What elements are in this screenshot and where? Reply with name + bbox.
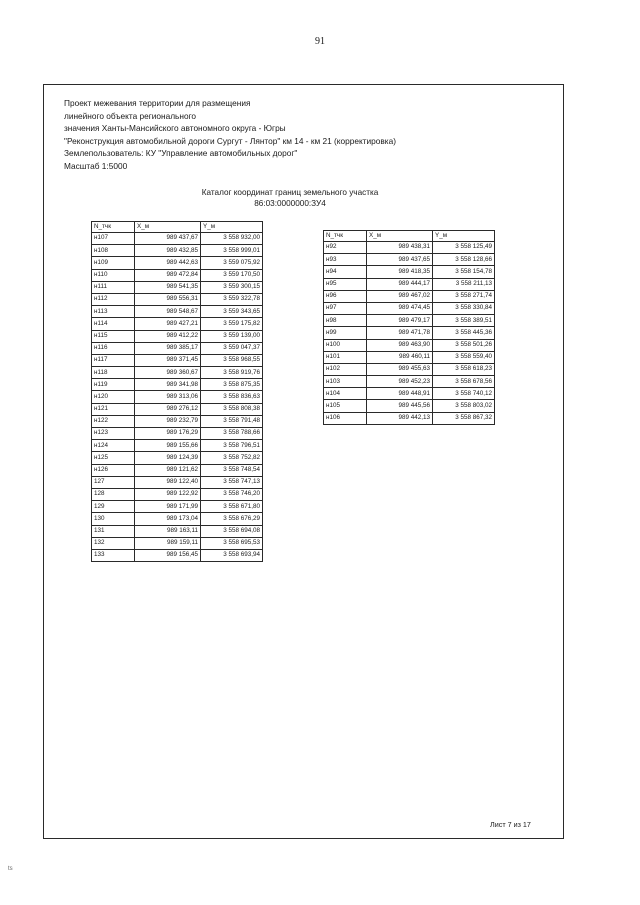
table-row (92, 233, 263, 245)
table-row (92, 257, 263, 269)
point-id-cell: н105 (324, 400, 367, 412)
x-coordinate-cell: 989 437,67 (135, 233, 201, 245)
catalog-title: Каталог координат границ земельного участка (201, 188, 379, 197)
point-id-cell: 132 (92, 537, 135, 549)
catalog-parcel-code: 86:03:0000000:ЗУ4 (254, 199, 326, 208)
point-id-cell: н110 (92, 269, 135, 281)
point-id-cell: н117 (92, 354, 135, 366)
table-row (92, 513, 263, 525)
y-coordinate-cell: 3 558 676,29 (201, 513, 263, 525)
y-coordinate-cell: 3 558 501,26 (433, 339, 495, 351)
x-coordinate-cell: 989 472,84 (135, 269, 201, 281)
table-row (324, 339, 495, 351)
point-id-cell: н125 (92, 452, 135, 464)
table-row (324, 315, 495, 327)
y-coordinate-cell: 3 558 671,80 (201, 501, 263, 513)
point-id-cell: н122 (92, 415, 135, 427)
y-coordinate-cell: 3 558 747,13 (201, 476, 263, 488)
point-id-cell: н115 (92, 330, 135, 342)
x-coordinate-cell: 989 442,13 (367, 412, 433, 424)
table-row (324, 363, 495, 375)
y-coordinate-cell: 3 558 748,54 (201, 464, 263, 476)
point-id-cell: н121 (92, 403, 135, 415)
y-coordinate-cell: 3 558 559,40 (433, 351, 495, 363)
document-header (64, 97, 544, 173)
table-row (92, 293, 263, 305)
table-header-row (324, 231, 495, 242)
y-coordinate-cell: 3 558 330,84 (433, 302, 495, 314)
y-coordinate-cell: 3 558 836,63 (201, 391, 263, 403)
y-coordinate-cell: 3 558 796,51 (201, 440, 263, 452)
table-row (324, 278, 495, 290)
x-coordinate-cell: 989 471,78 (367, 327, 433, 339)
y-coordinate-cell: 3 558 932,00 (201, 233, 263, 245)
x-coordinate-cell: 989 474,45 (367, 302, 433, 314)
y-coordinate-cell: 3 559 343,65 (201, 306, 263, 318)
table-row (324, 242, 495, 254)
y-coordinate-cell: 3 559 175,82 (201, 318, 263, 330)
header-line-region: значения Ханты-Мансийского автономного округа - Югры (64, 123, 286, 134)
point-id-cell: н124 (92, 440, 135, 452)
point-id-cell: н106 (324, 412, 367, 424)
x-coordinate-cell: 989 455,63 (367, 363, 433, 375)
x-coordinate-cell: 989 163,11 (135, 525, 201, 537)
coordinates-table-left (91, 221, 263, 562)
point-id-cell: 133 (92, 549, 135, 561)
y-coordinate-cell: 3 559 139,00 (201, 330, 263, 342)
table-row (92, 245, 263, 257)
table-row (92, 391, 263, 403)
table-row (92, 367, 263, 379)
x-coordinate-cell: 989 121,62 (135, 464, 201, 476)
column-header-x: X_м (135, 222, 201, 233)
point-id-cell: н114 (92, 318, 135, 330)
y-coordinate-cell: 3 558 211,13 (433, 278, 495, 290)
table-row (324, 266, 495, 278)
y-coordinate-cell: 3 558 678,56 (433, 376, 495, 388)
x-coordinate-cell: 989 155,66 (135, 440, 201, 452)
table-row (92, 379, 263, 391)
x-coordinate-cell: 989 173,04 (135, 513, 201, 525)
column-header-point: N_тчк (324, 231, 367, 242)
y-coordinate-cell: 3 558 125,49 (433, 242, 495, 254)
x-coordinate-cell: 989 313,06 (135, 391, 201, 403)
x-coordinate-cell: 989 232,79 (135, 415, 201, 427)
y-coordinate-cell: 3 558 788,66 (201, 428, 263, 440)
point-id-cell: н112 (92, 293, 135, 305)
point-id-cell: н118 (92, 367, 135, 379)
point-id-cell: н111 (92, 281, 135, 293)
table-row (92, 440, 263, 452)
point-id-cell: н116 (92, 342, 135, 354)
table-row (92, 488, 263, 500)
y-coordinate-cell: 3 558 694,08 (201, 525, 263, 537)
table-row (92, 428, 263, 440)
table-row (92, 464, 263, 476)
point-id-cell: н94 (324, 266, 367, 278)
point-id-cell: н102 (324, 363, 367, 375)
y-coordinate-cell: 3 558 740,12 (433, 388, 495, 400)
y-coordinate-cell: 3 558 128,66 (433, 254, 495, 266)
x-coordinate-cell: 989 432,85 (135, 245, 201, 257)
point-id-cell: н98 (324, 315, 367, 327)
x-coordinate-cell: 989 385,17 (135, 342, 201, 354)
point-id-cell: 129 (92, 501, 135, 513)
x-coordinate-cell: 989 418,35 (367, 266, 433, 278)
coordinates-table-right (323, 230, 495, 425)
x-coordinate-cell: 989 448,91 (367, 388, 433, 400)
x-coordinate-cell: 989 122,40 (135, 476, 201, 488)
x-coordinate-cell: 989 548,67 (135, 306, 201, 318)
column-header-y: Y_м (201, 222, 263, 233)
x-coordinate-cell: 989 445,56 (367, 400, 433, 412)
header-line-object: линейного объекта регионального (64, 110, 197, 121)
y-coordinate-cell: 3 558 695,53 (201, 537, 263, 549)
table-row (92, 403, 263, 415)
x-coordinate-cell: 989 371,45 (135, 354, 201, 366)
x-coordinate-cell: 989 276,12 (135, 403, 201, 415)
x-coordinate-cell: 989 122,92 (135, 488, 201, 500)
point-id-cell: н123 (92, 428, 135, 440)
point-id-cell: н126 (92, 464, 135, 476)
header-line-road: "Реконструкция автомобильной дороги Сургут - Лянтор" км 14 - км 21 (корректировка) (64, 135, 396, 146)
table-row (92, 318, 263, 330)
point-id-cell: н96 (324, 290, 367, 302)
table-row (324, 376, 495, 388)
point-id-cell: н95 (324, 278, 367, 290)
table-row (324, 327, 495, 339)
point-id-cell: 130 (92, 513, 135, 525)
y-coordinate-cell: 3 558 271,74 (433, 290, 495, 302)
column-header-x: X_м (367, 231, 433, 242)
catalog-heading (140, 187, 440, 209)
point-id-cell: н120 (92, 391, 135, 403)
table-row (324, 400, 495, 412)
table-row (92, 525, 263, 537)
y-coordinate-cell: 3 559 170,50 (201, 269, 263, 281)
point-id-cell: н97 (324, 302, 367, 314)
y-coordinate-cell: 3 558 803,02 (433, 400, 495, 412)
header-line-land-user: Землепользователь: КУ "Управление автомобильных дорог" (64, 148, 298, 159)
table-row (92, 501, 263, 513)
y-coordinate-cell: 3 558 875,35 (201, 379, 263, 391)
x-coordinate-cell: 989 159,11 (135, 537, 201, 549)
y-coordinate-cell: 3 558 693,94 (201, 549, 263, 561)
point-id-cell: н100 (324, 339, 367, 351)
x-coordinate-cell: 989 412,22 (135, 330, 201, 342)
table-row (324, 388, 495, 400)
y-coordinate-cell: 3 558 445,36 (433, 327, 495, 339)
x-coordinate-cell: 989 427,21 (135, 318, 201, 330)
point-id-cell: н92 (324, 242, 367, 254)
column-header-y: Y_м (433, 231, 495, 242)
header-line-project: Проект межевания территории для размещения (64, 98, 251, 108)
page-number: 91 (315, 36, 325, 47)
x-coordinate-cell: 989 176,29 (135, 428, 201, 440)
point-id-cell: н93 (324, 254, 367, 266)
x-coordinate-cell: 989 556,31 (135, 293, 201, 305)
point-id-cell: н103 (324, 376, 367, 388)
table-row (92, 269, 263, 281)
x-coordinate-cell: 989 171,99 (135, 501, 201, 513)
table-row (92, 306, 263, 318)
y-coordinate-cell: 3 559 047,37 (201, 342, 263, 354)
x-coordinate-cell: 989 124,39 (135, 452, 201, 464)
point-id-cell: н109 (92, 257, 135, 269)
table-row (324, 254, 495, 266)
y-coordinate-cell: 3 558 968,55 (201, 354, 263, 366)
y-coordinate-cell: 3 559 075,92 (201, 257, 263, 269)
table-row (92, 415, 263, 427)
point-id-cell: н101 (324, 351, 367, 363)
table-row (324, 351, 495, 363)
y-coordinate-cell: 3 559 322,78 (201, 293, 263, 305)
header-line-scale: Масштаб 1:5000 (64, 160, 128, 171)
point-id-cell: 131 (92, 525, 135, 537)
table-row (92, 537, 263, 549)
y-coordinate-cell: 3 559 300,15 (201, 281, 263, 293)
column-header-point: N_тчк (92, 222, 135, 233)
y-coordinate-cell: 3 558 791,48 (201, 415, 263, 427)
sheet-number: Лист 7 из 17 (490, 820, 531, 829)
x-coordinate-cell: 989 438,31 (367, 242, 433, 254)
table-row (324, 412, 495, 424)
point-id-cell: н99 (324, 327, 367, 339)
table-row (92, 281, 263, 293)
table-row (324, 302, 495, 314)
table-row (324, 290, 495, 302)
y-coordinate-cell: 3 558 389,51 (433, 315, 495, 327)
x-coordinate-cell: 989 360,67 (135, 367, 201, 379)
table-row (92, 452, 263, 464)
y-coordinate-cell: 3 558 867,32 (433, 412, 495, 424)
x-coordinate-cell: 989 460,11 (367, 351, 433, 363)
table-row (92, 476, 263, 488)
y-coordinate-cell: 3 558 999,01 (201, 245, 263, 257)
y-coordinate-cell: 3 558 618,23 (433, 363, 495, 375)
table-row (92, 354, 263, 366)
table-header-row (92, 222, 263, 233)
point-id-cell: н119 (92, 379, 135, 391)
table-row (92, 342, 263, 354)
table-row (92, 549, 263, 561)
x-coordinate-cell: 989 444,17 (367, 278, 433, 290)
x-coordinate-cell: 989 442,63 (135, 257, 201, 269)
x-coordinate-cell: 989 463,90 (367, 339, 433, 351)
point-id-cell: н104 (324, 388, 367, 400)
x-coordinate-cell: 989 452,23 (367, 376, 433, 388)
x-coordinate-cell: 989 341,98 (135, 379, 201, 391)
margin-mark: ts (8, 866, 13, 872)
x-coordinate-cell: 989 437,65 (367, 254, 433, 266)
x-coordinate-cell: 989 479,17 (367, 315, 433, 327)
y-coordinate-cell: 3 558 808,38 (201, 403, 263, 415)
x-coordinate-cell: 989 156,45 (135, 549, 201, 561)
point-id-cell: 128 (92, 488, 135, 500)
x-coordinate-cell: 989 541,35 (135, 281, 201, 293)
y-coordinate-cell: 3 558 752,82 (201, 452, 263, 464)
point-id-cell: н108 (92, 245, 135, 257)
x-coordinate-cell: 989 467,02 (367, 290, 433, 302)
point-id-cell: н113 (92, 306, 135, 318)
y-coordinate-cell: 3 558 746,20 (201, 488, 263, 500)
point-id-cell: 127 (92, 476, 135, 488)
y-coordinate-cell: 3 558 919,76 (201, 367, 263, 379)
y-coordinate-cell: 3 558 154,78 (433, 266, 495, 278)
table-row (92, 330, 263, 342)
point-id-cell: н107 (92, 233, 135, 245)
